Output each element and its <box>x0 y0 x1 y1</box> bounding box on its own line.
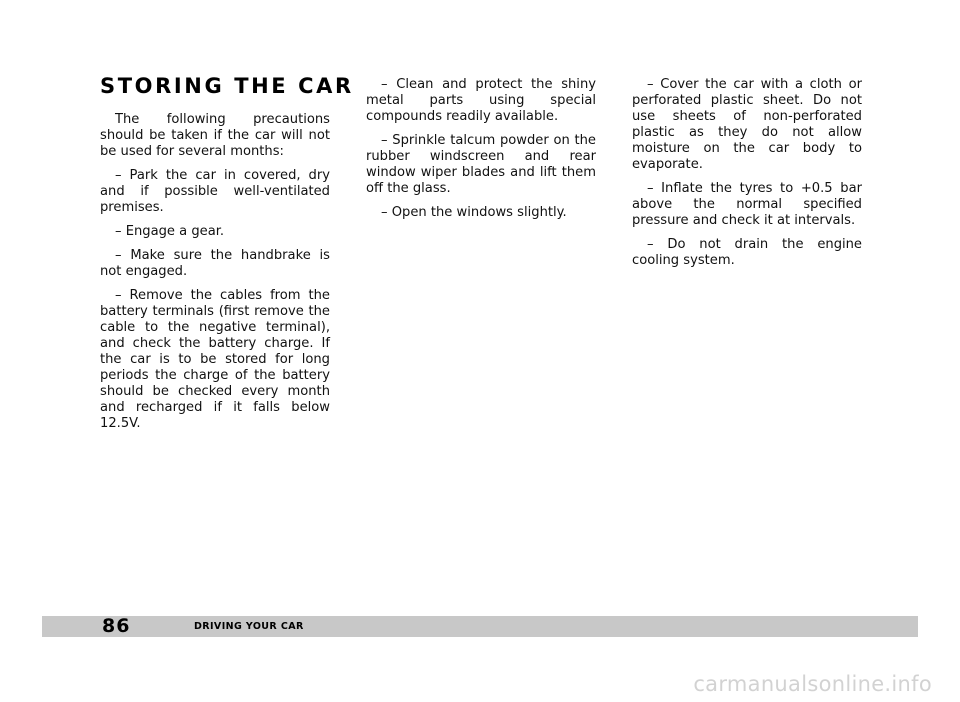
paragraph: – Clean and protect the shiny metal parts using special compounds readily available. <box>366 77 596 124</box>
text-column-2 <box>366 77 596 229</box>
text-column-3 <box>632 77 862 277</box>
paragraph: The following precautions should be taken if the car will not be used for several months: <box>100 112 330 159</box>
paragraph: – Park the car in covered, dry and if possible well-ventilated premises. <box>100 168 330 215</box>
paragraph: – Do not drain the engine cooling system. <box>632 237 862 268</box>
paragraph: – Sprinkle talcum powder on the rubber windscreen and rear window wiper blades and lift them off the glass. <box>366 133 596 196</box>
paragraph: – Make sure the handbrake is not engaged. <box>100 248 330 279</box>
paragraph: – Cover the car with a cloth or perforated plastic sheet. Do not use sheets of non-perforated plastic as they do not allow moisture on the car body to evaporate. <box>632 77 862 172</box>
text-column-1 <box>100 74 354 440</box>
paragraph: – Open the windows slightly. <box>381 205 567 220</box>
page-title: STORING THE CAR <box>100 74 354 98</box>
watermark-text[interactable]: carmanualsonline.info <box>693 672 932 696</box>
paragraph: – Engage a gear. <box>115 224 225 239</box>
section-name: DRIVING YOUR CAR <box>194 621 304 632</box>
page-number: 86 <box>102 615 131 637</box>
footer-bar <box>42 616 918 637</box>
paragraph: – Inflate the tyres to +0.5 bar above the normal specified pressure and check it at intervals. <box>632 181 862 228</box>
paragraph: – Remove the cables from the battery terminals (first remove the cable to the negative terminal), and check the battery charge. If the car is to be stored for long periods the charge of the battery should be checked every month and recharged if it falls below 12.5V. <box>100 288 330 431</box>
